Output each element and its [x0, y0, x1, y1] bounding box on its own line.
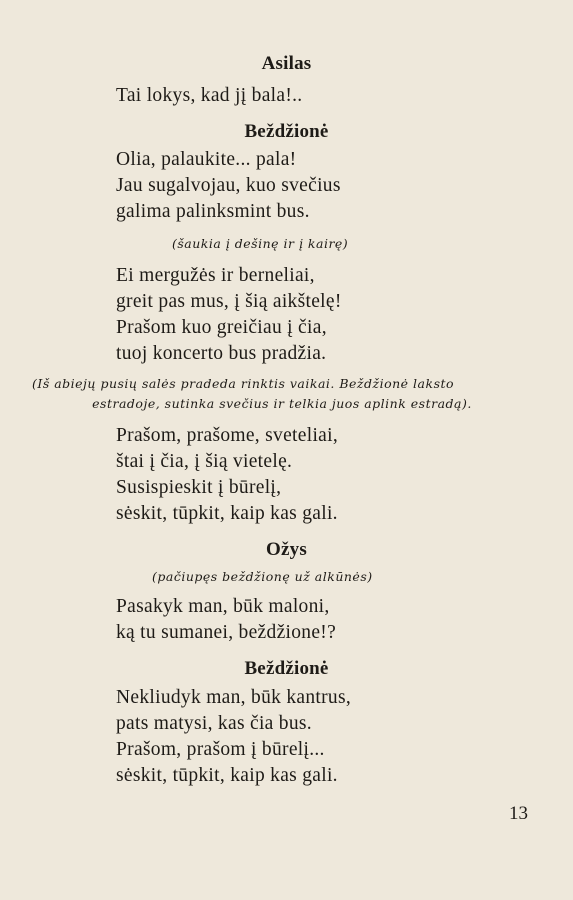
verse-line: greit pas mus, į šią aikštelę!	[116, 291, 342, 312]
stage-direction-line: (Iš abiejų pusių salės pradeda rinktis vaikai. Beždžionė laksto	[32, 376, 455, 391]
speaker-ozys: Ožys	[266, 539, 307, 560]
page-number: 13	[509, 803, 528, 824]
verse-bezdzione-1	[116, 147, 341, 225]
verse-line: pats matysi, kas čia bus.	[116, 713, 312, 734]
verse-bezdzione-2	[116, 263, 342, 367]
verse-line: tuoj koncerto bus pradžia.	[116, 343, 327, 364]
verse-line: Prašom, prašome, sveteliai,	[116, 425, 339, 446]
verse-line: Nekliudyk man, būk kantrus,	[116, 687, 352, 708]
stage-direction-line: estradoje, sutinka svečius ir telkia juos aplink estradą).	[92, 396, 472, 411]
verse-line: galima palinksmint bus.	[116, 201, 310, 222]
verse-asilas	[116, 83, 302, 109]
stage-direction: (šaukia į dešinę ir į kairę)	[172, 236, 349, 251]
verse-line: Prašom, prašom į būrelį...	[116, 739, 325, 760]
verse-line: Prašom kuo greičiau į čia,	[116, 317, 327, 338]
verse-line: Jau sugalvojau, kuo svečius	[116, 175, 341, 196]
stage-direction-long	[32, 374, 552, 414]
verse-line: Olia, palaukite... pala!	[116, 149, 297, 170]
speaker-asilas: Asilas	[261, 53, 312, 74]
verse-line: ką tu sumanei, beždžione!?	[116, 622, 337, 643]
speaker-bezdzione: Beždžionė	[244, 121, 329, 142]
verse-line: Susispieskit į būrelį,	[116, 477, 282, 498]
verse-line: sėskit, tūpkit, kaip kas gali.	[116, 503, 338, 524]
verse-line: sėskit, tūpkit, kaip kas gali.	[116, 765, 338, 786]
verse-line: štai į čia, į šią vietelę.	[116, 451, 293, 472]
verse-bezdzione-3	[116, 423, 338, 527]
stage-direction: (pačiupęs beždžionę už alkūnės)	[152, 569, 373, 584]
verse-bezdzione-4	[116, 685, 351, 789]
verse-line: Tai lokys, kad jį bala!..	[116, 85, 303, 106]
verse-ozys	[116, 594, 336, 646]
verse-line: Ei mergužės ir berneliai,	[116, 265, 315, 286]
speaker-bezdzione: Beždžionė	[244, 658, 329, 679]
verse-line: Pasakyk man, būk maloni,	[116, 596, 330, 617]
